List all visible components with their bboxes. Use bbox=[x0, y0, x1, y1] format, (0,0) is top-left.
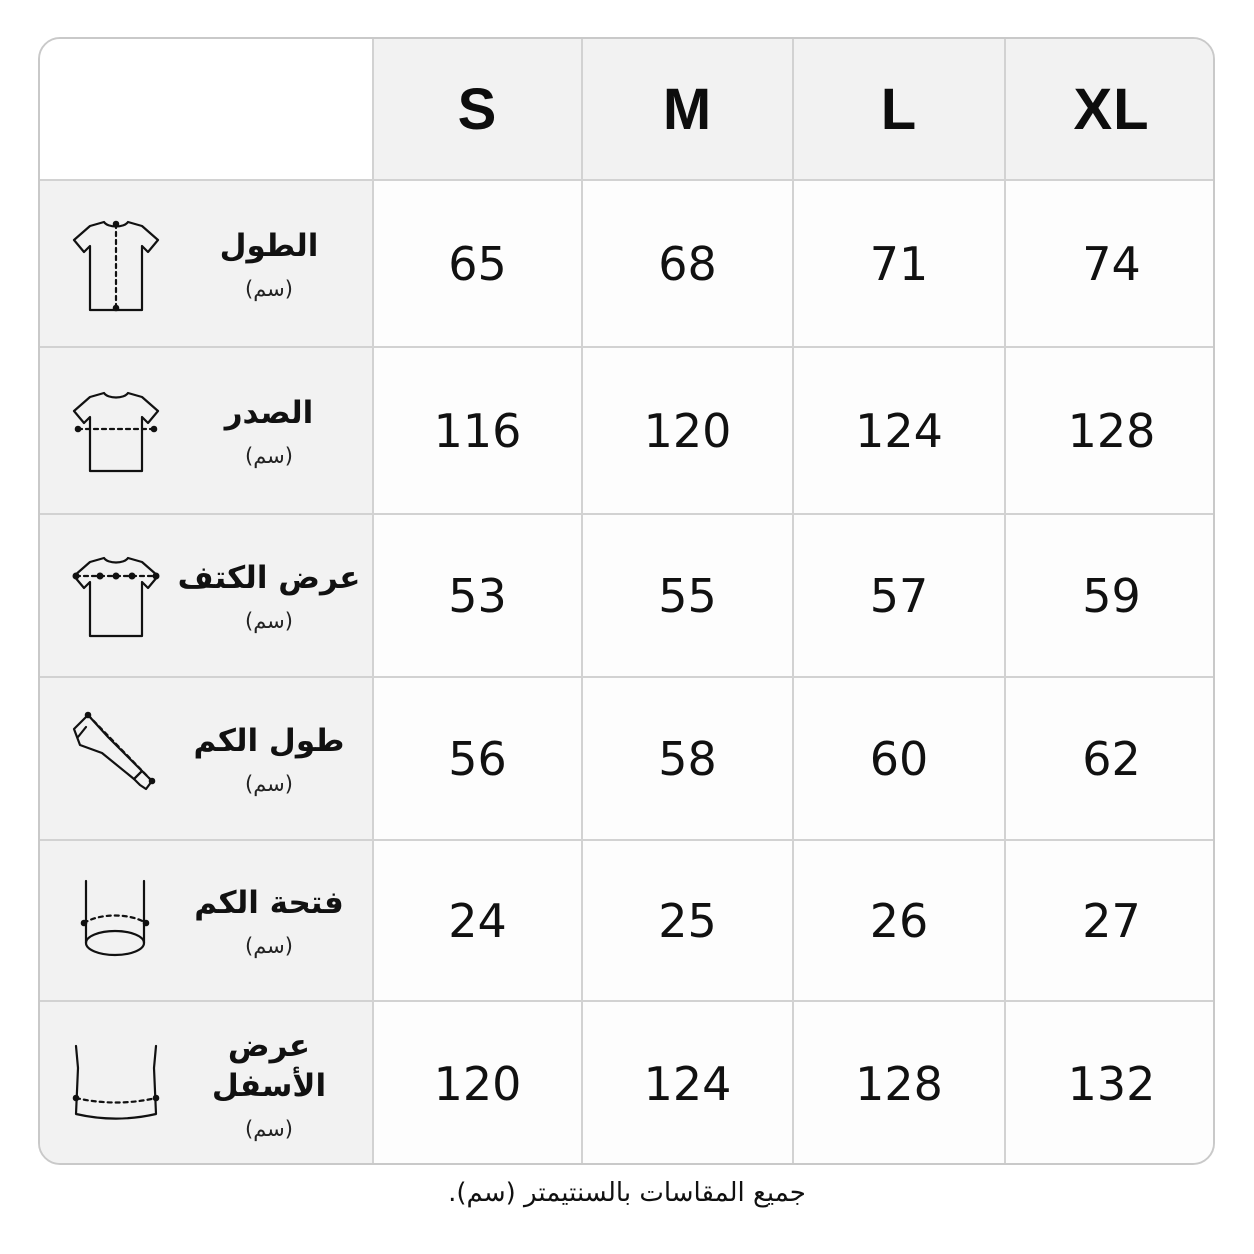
row-label-sleeve-length bbox=[40, 678, 374, 841]
row-label-name: الصدر bbox=[224, 394, 314, 431]
sleeve-length-icon bbox=[64, 707, 168, 811]
row-label-name: فتحة الكم bbox=[194, 884, 344, 921]
row-label-name: عرض الكتف bbox=[177, 559, 361, 596]
value-cell bbox=[583, 841, 794, 1002]
value-text: 59 bbox=[1082, 568, 1141, 623]
size-label: L bbox=[880, 76, 918, 142]
value-text: 124 bbox=[643, 1056, 732, 1111]
value-text: 60 bbox=[869, 731, 929, 786]
value-cell bbox=[583, 181, 794, 348]
row-label-unit: (سم) bbox=[245, 1116, 293, 1141]
measurement-footnote: جميع المقاسات بالسنتيمتر (سم). bbox=[448, 1178, 806, 1208]
row-label-name: الطول bbox=[219, 227, 319, 264]
value-cell bbox=[1006, 1002, 1215, 1165]
value-text: 116 bbox=[433, 403, 522, 458]
value-cell bbox=[794, 348, 1006, 515]
corner-cell bbox=[40, 39, 374, 181]
row-label-unit: (سم) bbox=[245, 443, 293, 468]
value-text: 27 bbox=[1082, 893, 1141, 948]
value-cell bbox=[1006, 841, 1215, 1002]
value-text: 132 bbox=[1067, 1056, 1156, 1111]
value-text: 25 bbox=[658, 893, 717, 948]
row-label-shoulder bbox=[40, 515, 374, 678]
value-cell bbox=[1006, 181, 1215, 348]
shirt-chest-icon bbox=[64, 379, 168, 483]
value-cell bbox=[1006, 515, 1215, 678]
value-cell bbox=[374, 348, 583, 515]
value-text: 24 bbox=[448, 893, 507, 948]
value-text: 62 bbox=[1082, 731, 1141, 786]
value-cell bbox=[794, 841, 1006, 1002]
value-text: 57 bbox=[869, 568, 929, 623]
value-text: 128 bbox=[1067, 403, 1156, 458]
value-text: 120 bbox=[643, 403, 732, 458]
row-label-unit: (سم) bbox=[245, 771, 293, 796]
value-cell bbox=[794, 515, 1006, 678]
value-cell bbox=[374, 678, 583, 841]
shirt-shoulder-icon bbox=[64, 544, 168, 648]
value-cell bbox=[794, 181, 1006, 348]
size-header-l bbox=[794, 39, 1006, 181]
shirt-length-icon bbox=[64, 212, 168, 316]
row-label-name: عرض الأسفل bbox=[211, 1027, 327, 1104]
value-cell bbox=[794, 678, 1006, 841]
size-label: S bbox=[457, 76, 498, 142]
value-cell bbox=[583, 515, 794, 678]
row-label-chest bbox=[40, 348, 374, 515]
value-text: 58 bbox=[658, 731, 717, 786]
value-text: 120 bbox=[433, 1056, 522, 1111]
hem-width-icon bbox=[64, 1032, 168, 1136]
size-header-m bbox=[583, 39, 794, 181]
value-text: 26 bbox=[869, 893, 929, 948]
value-cell bbox=[374, 841, 583, 1002]
value-cell bbox=[583, 1002, 794, 1165]
row-label-unit: (سم) bbox=[245, 933, 293, 958]
value-cell bbox=[374, 1002, 583, 1165]
value-text: 56 bbox=[448, 731, 507, 786]
value-cell bbox=[794, 1002, 1006, 1165]
size-label: M bbox=[662, 76, 713, 142]
value-cell bbox=[1006, 348, 1215, 515]
value-text: 74 bbox=[1082, 236, 1141, 291]
value-text: 68 bbox=[658, 236, 717, 291]
value-text: 65 bbox=[448, 236, 507, 291]
value-cell bbox=[1006, 678, 1215, 841]
value-text: 128 bbox=[855, 1056, 943, 1111]
value-text: 53 bbox=[448, 568, 507, 623]
row-label-length bbox=[40, 181, 374, 348]
size-chart-table bbox=[38, 37, 1215, 1165]
value-text: 55 bbox=[658, 568, 717, 623]
value-cell bbox=[583, 678, 794, 841]
row-label-unit: (سم) bbox=[245, 608, 293, 633]
sleeve-opening-icon bbox=[64, 869, 168, 973]
value-cell bbox=[374, 181, 583, 348]
value-text: 124 bbox=[855, 403, 943, 458]
value-cell bbox=[374, 515, 583, 678]
size-header-s bbox=[374, 39, 583, 181]
row-label-hem-width bbox=[40, 1002, 374, 1165]
value-cell bbox=[583, 348, 794, 515]
row-label-name: طول الكم bbox=[193, 722, 345, 759]
row-label-sleeve-opening bbox=[40, 841, 374, 1002]
size-header-xl bbox=[1006, 39, 1215, 181]
size-label: XL bbox=[1073, 76, 1150, 142]
row-label-unit: (سم) bbox=[245, 276, 293, 301]
value-text: 71 bbox=[869, 236, 929, 291]
